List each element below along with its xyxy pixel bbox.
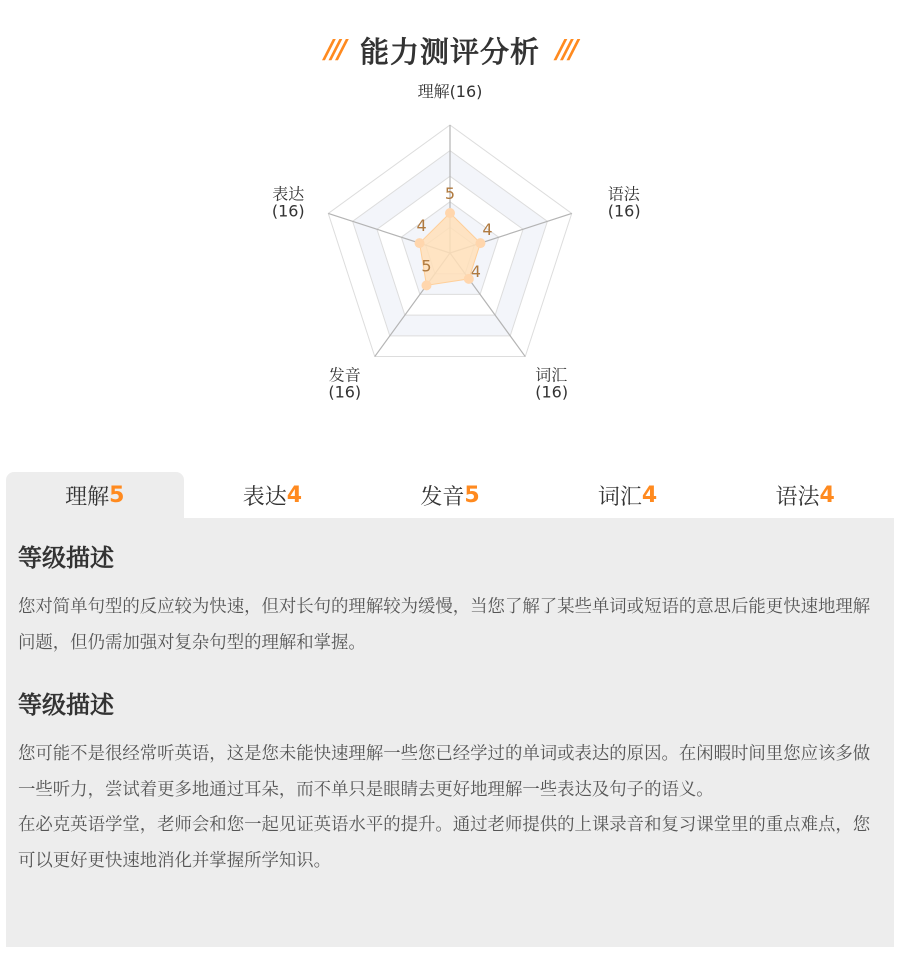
section-body — [18, 737, 882, 879]
section-title: 等级描述 — [18, 691, 114, 719]
radar-axis-max-label: (16) — [271, 201, 305, 221]
level-description-section — [18, 538, 882, 661]
tab-label: 发音 — [420, 484, 465, 510]
tab-vocabulary[interactable] — [539, 472, 717, 518]
tab-pronunciation[interactable] — [361, 472, 539, 518]
tab-label: 表达 — [242, 484, 287, 510]
level-description-section — [18, 685, 882, 879]
tab-score: 5 — [464, 482, 480, 508]
radar-value-label: 4 — [416, 216, 427, 236]
radar-axis-label: 表达 — [272, 184, 305, 204]
description-panel — [6, 518, 894, 947]
skill-tabs — [6, 472, 894, 518]
decor-slashes-right: /// — [556, 35, 576, 65]
radar-data-point — [421, 280, 431, 290]
radar-axis-label: 发音 — [328, 365, 361, 385]
tab-score: 4 — [286, 482, 303, 508]
radar-value-label: 4 — [470, 261, 481, 281]
radar-axis-label: 语法 — [607, 184, 640, 204]
radar-data-point — [415, 238, 425, 248]
section-title: 等级描述 — [18, 544, 114, 572]
tab-label: 语法 — [775, 484, 820, 510]
page-title: 能力测评分析 — [359, 34, 540, 69]
tab-expression[interactable] — [184, 472, 362, 518]
radar-data-point — [475, 238, 485, 248]
section-paragraph: 您可能不是很经常听英语，这是您未能快速理解一些您已经学过的单词或表达的原因。在闲暇时间里您应该多做一些听力，尝试着更多地通过耳朵，而不单只是眼睛去更好地理解一些表达及句子的语义。 — [18, 744, 871, 800]
section-paragraph: 在必克英语学堂，老师会和您一起见证英语水平的提升。通过老师提供的上课录音和复习课堂里的重点难点，您可以更好更快速地消化并掌握所学知识。 — [18, 815, 871, 871]
radar-axis-label: 词汇 — [535, 365, 568, 385]
tab-score: 4 — [819, 482, 835, 508]
tab-understanding[interactable] — [6, 472, 184, 518]
radar-data-point — [445, 208, 455, 218]
decor-slashes-left: /// — [324, 35, 344, 65]
tab-label: 词汇 — [597, 484, 642, 510]
tab-score: 4 — [641, 482, 658, 508]
chart-header — [0, 28, 900, 72]
radar-value-label: 4 — [482, 220, 493, 240]
tab-score: 5 — [109, 482, 125, 508]
radar-chart — [0, 80, 900, 460]
tab-grammar[interactable] — [716, 472, 894, 518]
radar-axis-label: 理解(16) — [417, 82, 483, 101]
section-body — [18, 590, 882, 661]
radar-value-label: 5 — [444, 184, 456, 203]
radar-axis-max-label: (16) — [328, 382, 362, 402]
section-paragraph: 您对简单句型的反应较为快速，但对长句的理解较为缓慢，当您了解了某些单词或短语的意思后能更快速地理解问题，但仍需加强对复杂句型的理解和掌握。 — [18, 597, 871, 653]
radar-value-label: 5 — [421, 256, 432, 276]
tab-label: 理解 — [65, 484, 110, 510]
radar-axis-max-label: (16) — [607, 201, 641, 221]
radar-axis-max-label: (16) — [535, 382, 569, 402]
